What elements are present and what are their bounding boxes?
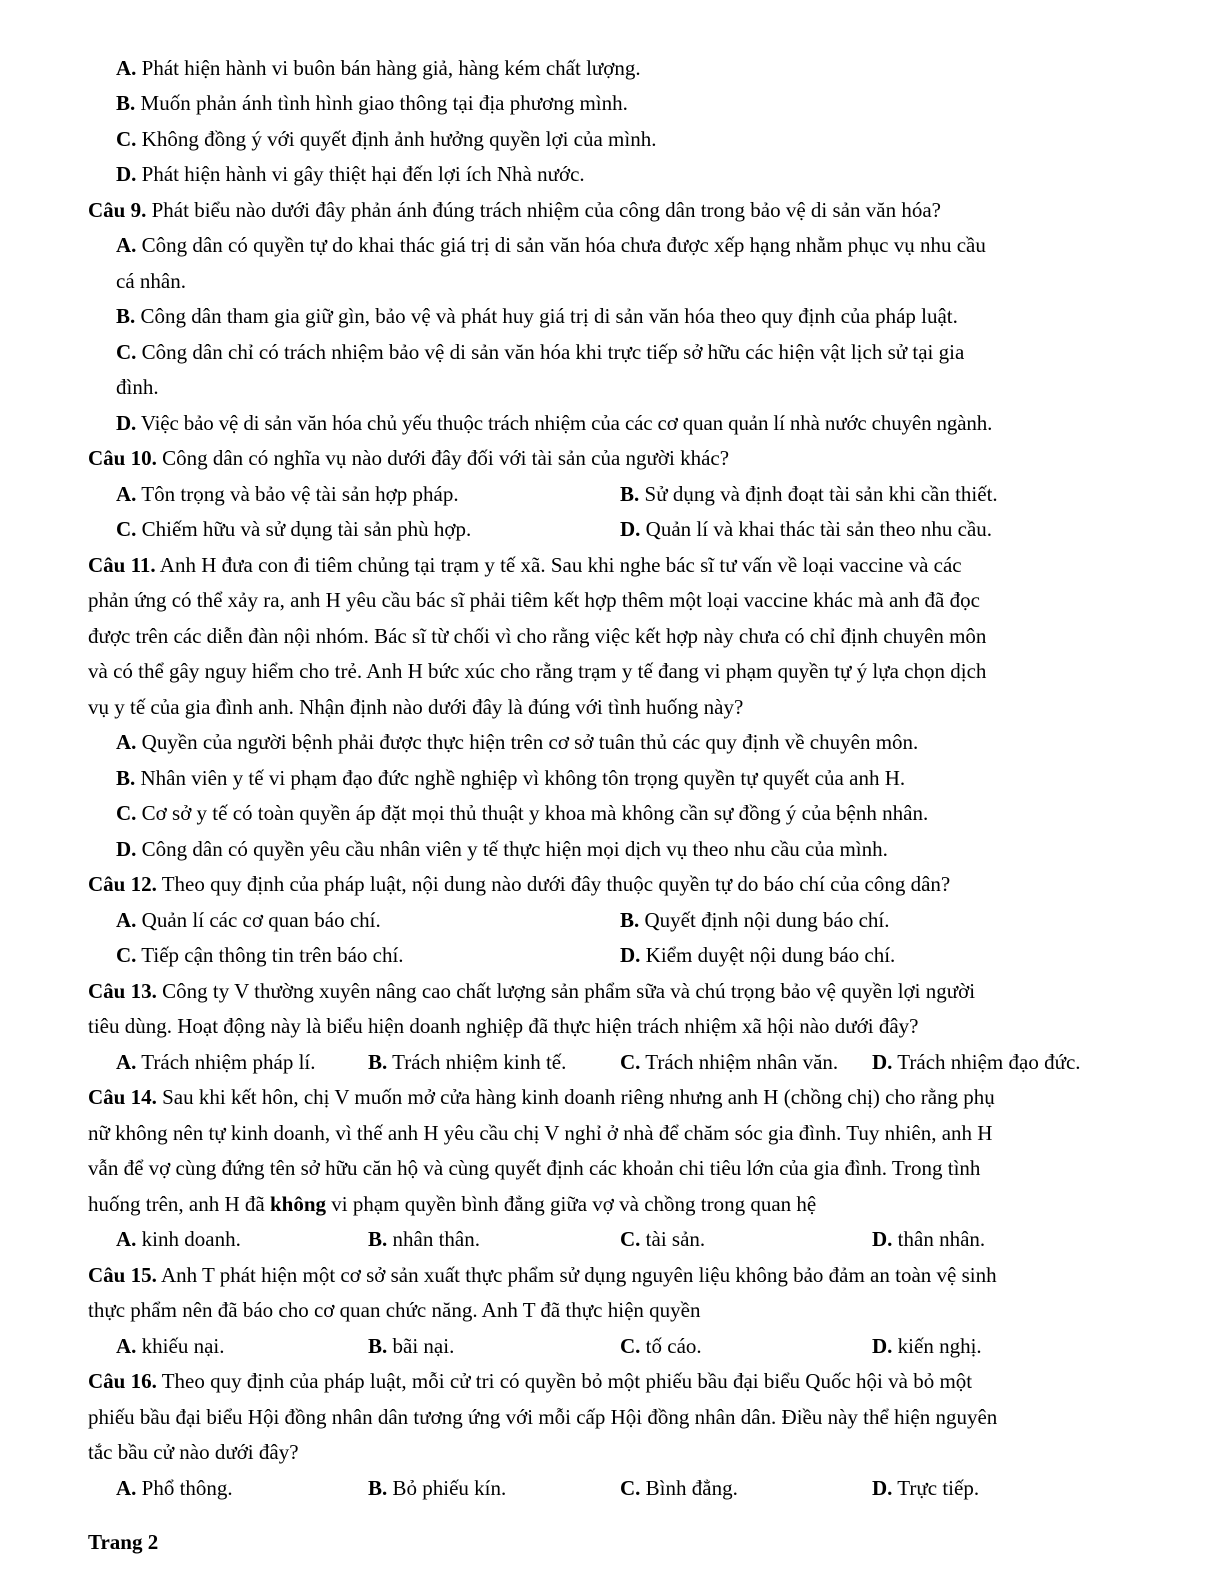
option-text: Trách nhiệm nhân văn. <box>645 1050 839 1074</box>
q9-option-d <box>116 409 992 437</box>
q9-stem <box>88 196 941 224</box>
option-letter: D. <box>116 837 137 861</box>
option-text: Trách nhiệm đạo đức. <box>897 1050 1081 1074</box>
q11-stem-line4 <box>88 657 986 685</box>
q14-option-d <box>872 1225 985 1253</box>
option-text: Cơ sở y tế có toàn quyền áp đặt mọi thủ thuật y khoa mà không cần sự đồng ý của bệnh nhân. <box>141 801 929 825</box>
q15-option-d <box>872 1332 982 1360</box>
option-text: cá nhân. <box>116 269 186 293</box>
q14-stem-line4 <box>88 1190 816 1218</box>
question-text: thực phẩm nên đã báo cho cơ quan chức năng. Anh T đã thực hiện quyền <box>88 1298 701 1322</box>
option-text: Bỏ phiếu kín. <box>392 1476 507 1500</box>
option-letter: C. <box>620 1334 641 1358</box>
question-text: phản ứng có thể xảy ra, anh H yêu cầu bác sĩ phải tiêm kết hợp thêm một loại vaccine khác mà anh đã đọc <box>88 588 980 612</box>
option-letter: A. <box>116 1476 137 1500</box>
option-text: Công dân có quyền yêu cầu nhân viên y tế thực hiện mọi dịch vụ theo nhu cầu của mình. <box>141 837 888 861</box>
q11-stem-line5 <box>88 693 743 721</box>
option-text: Phát hiện hành vi buôn bán hàng giả, hàng kém chất lượng. <box>141 56 641 80</box>
option-letter: B. <box>116 304 136 328</box>
page-footer: Trang 2 <box>88 1530 159 1554</box>
question-text: vụ y tế của gia đình anh. Nhận định nào dưới đây là đúng với tình huống này? <box>88 695 744 719</box>
question-label: Câu 10. <box>88 446 157 470</box>
q11-stem <box>88 551 962 579</box>
question-label: Câu 11. <box>88 553 156 577</box>
option-letter: A. <box>116 56 137 80</box>
option-letter: B. <box>368 1476 388 1500</box>
question-text: Công ty V thường xuyên nâng cao chất lượng sản phẩm sữa và chú trọng bảo vệ quyền lợi người <box>162 979 976 1003</box>
q15-option-b <box>368 1332 454 1360</box>
option-letter: D. <box>116 411 137 435</box>
option-text: Chiếm hữu và sử dụng tài sản phù hợp. <box>141 517 472 541</box>
option-text: Quản lí các cơ quan báo chí. <box>141 908 381 932</box>
q16-option-b <box>368 1474 506 1502</box>
option-letter: B. <box>620 482 640 506</box>
q8-option-b <box>116 89 628 117</box>
option-letter: B. <box>116 766 136 790</box>
q15-stem-line2 <box>88 1296 700 1324</box>
q12-option-b <box>620 906 889 934</box>
option-letter: C. <box>116 340 137 364</box>
q15-option-c <box>620 1332 702 1360</box>
q14-option-c <box>620 1225 705 1253</box>
option-letter: B. <box>620 908 640 932</box>
q8-option-c <box>116 125 656 153</box>
option-letter: D. <box>872 1050 893 1074</box>
q8-option-a <box>116 54 641 82</box>
option-letter: A. <box>116 1227 137 1251</box>
option-letter: C. <box>116 943 137 967</box>
q13-stem <box>88 977 975 1005</box>
q12-stem <box>88 870 950 898</box>
option-letter: D. <box>116 162 137 186</box>
option-letter: A. <box>116 482 137 506</box>
q13-option-d <box>872 1048 1081 1076</box>
q16-stem <box>88 1367 972 1395</box>
q14-option-b <box>368 1225 480 1253</box>
q9-option-b <box>116 302 958 330</box>
option-letter: B. <box>116 91 136 115</box>
option-text: Kiểm duyệt nội dung báo chí. <box>645 943 896 967</box>
q10-option-c <box>116 515 471 543</box>
question-text: Sau khi kết hôn, chị V muốn mở cửa hàng kinh doanh riêng nhưng anh H (chồng chị) cho rằng phụ <box>162 1085 995 1109</box>
q9-option-c <box>116 338 964 366</box>
option-text: tố cáo. <box>645 1334 702 1358</box>
question-text: nữ không nên tự kinh doanh, vì thế anh H yêu cầu chị V nghỉ ở nhà để chăm sóc gia đình. Tuy nhiên, anh H <box>88 1121 993 1145</box>
option-letter: C. <box>116 127 137 151</box>
option-letter: C. <box>116 801 137 825</box>
option-text: Quyết định nội dung báo chí. <box>644 908 890 932</box>
q14-stem-line3 <box>88 1154 980 1182</box>
question-text: Phát biểu nào dưới đây phản ánh đúng trách nhiệm của công dân trong bảo vệ di sản văn hóa? <box>151 198 941 222</box>
option-text: Việc bảo vệ di sản văn hóa chủ yếu thuộc trách nhiệm của các cơ quan quản lí nhà nước chuyên ngành. <box>140 411 993 435</box>
question-text: và có thể gây nguy hiểm cho trẻ. Anh H bức xúc cho rằng trạm y tế đang vi phạm quyền tự ý lựa chọn dịch <box>88 659 987 683</box>
option-letter: A. <box>116 908 137 932</box>
q13-option-b <box>368 1048 566 1076</box>
question-text: Công dân có nghĩa vụ nào dưới đây đối với tài sản của người khác? <box>162 446 730 470</box>
q12-option-d <box>620 941 895 969</box>
q10-option-a <box>116 480 459 508</box>
question-label: Câu 13. <box>88 979 157 1003</box>
option-text: Phát hiện hành vi gây thiệt hại đến lợi ích Nhà nước. <box>141 162 585 186</box>
q16-option-c <box>620 1474 738 1502</box>
option-text: Tôn trọng và bảo vệ tài sản hợp pháp. <box>141 482 459 506</box>
option-letter: C. <box>620 1227 641 1251</box>
option-text: Công dân có quyền tự do khai thác giá trị di sản văn hóa chưa được xếp hạng nhằm phục vụ nhu cầu <box>141 233 986 257</box>
q16-stem-line2 <box>88 1403 997 1431</box>
q11-option-c <box>116 799 928 827</box>
q13-option-c <box>620 1048 838 1076</box>
q14-stem-line2 <box>88 1119 992 1147</box>
question-label: Câu 15. <box>88 1263 157 1287</box>
q9-option-a <box>116 231 986 259</box>
option-text: Trách nhiệm pháp lí. <box>141 1050 316 1074</box>
option-letter: A. <box>116 233 137 257</box>
q12-option-a <box>116 906 381 934</box>
q15-stem <box>88 1261 997 1289</box>
option-letter: D. <box>872 1476 893 1500</box>
question-text: Theo quy định của pháp luật, nội dung nào dưới đây thuộc quyền tự do báo chí của công dân? <box>161 872 951 896</box>
question-text: tắc bầu cử nào dưới đây? <box>88 1440 299 1464</box>
option-letter: D. <box>872 1227 893 1251</box>
question-text: vẫn để vợ cùng đứng tên sở hữu căn hộ và cùng quyết định các khoản chi tiêu lớn của gia đình. Trong tình <box>88 1156 981 1180</box>
q10-option-d <box>620 515 992 543</box>
q14-stem <box>88 1083 995 1111</box>
question-text: Theo quy định của pháp luật, mỗi cử tri có quyền bỏ một phiếu bầu đại biểu Quốc hội và bỏ một <box>161 1369 973 1393</box>
q16-option-a <box>116 1474 233 1502</box>
option-text: Sử dụng và định đoạt tài sản khi cần thiết. <box>644 482 998 506</box>
option-text: Không đồng ý với quyết định ảnh hưởng quyền lợi của mình. <box>141 127 657 151</box>
option-text: thân nhân. <box>897 1227 986 1251</box>
option-text: Trực tiếp. <box>897 1476 980 1500</box>
option-text: nhân thân. <box>392 1227 480 1251</box>
question-text: được trên các diễn đàn nội nhóm. Bác sĩ từ chối vì cho rằng việc kết hợp này chưa có chỉ định chuyên môn <box>88 624 987 648</box>
q8-option-d <box>116 160 585 188</box>
option-text: bãi nại. <box>392 1334 455 1358</box>
option-letter: C. <box>116 517 137 541</box>
question-label: Câu 14. <box>88 1085 157 1109</box>
option-letter: A. <box>116 730 137 754</box>
option-letter: C. <box>620 1050 641 1074</box>
q15-option-a <box>116 1332 224 1360</box>
option-text: Muốn phản ánh tình hình giao thông tại địa phương mình. <box>140 91 628 115</box>
question-text: Anh H đưa con đi tiêm chủng tại trạm y tế xã. Sau khi nghe bác sĩ tư vấn về loại vaccine và các <box>159 553 962 577</box>
option-letter: B. <box>368 1334 388 1358</box>
option-letter: D. <box>620 517 641 541</box>
option-letter: A. <box>116 1050 137 1074</box>
q16-option-d <box>872 1474 979 1502</box>
q11-option-b <box>116 764 905 792</box>
option-letter: C. <box>620 1476 641 1500</box>
option-text: Trách nhiệm kinh tế. <box>392 1050 567 1074</box>
option-text: Công dân chỉ có trách nhiệm bảo vệ di sản văn hóa khi trực tiếp sở hữu các hiện vật lịch sử tại gia <box>141 340 965 364</box>
option-text: Quyền của người bệnh phải được thực hiện trên cơ sở tuân thủ các quy định về chuyên môn. <box>141 730 919 754</box>
question-text: huống trên, anh H đã <box>88 1192 270 1216</box>
option-letter: A. <box>116 1334 137 1358</box>
q13-stem-line2 <box>88 1012 918 1040</box>
option-text: Phổ thông. <box>141 1476 233 1500</box>
option-text: Quản lí và khai thác tài sản theo nhu cầu. <box>645 517 993 541</box>
option-text: Nhân viên y tế vi phạm đạo đức nghề nghiệp vì không tôn trọng quyền tự quyết của anh H. <box>140 766 906 790</box>
q9-option-c-cont <box>116 373 159 401</box>
option-text: đình. <box>116 375 159 399</box>
option-letter: D. <box>872 1334 893 1358</box>
option-text: Bình đẳng. <box>645 1476 738 1500</box>
q16-stem-line3 <box>88 1438 299 1466</box>
option-letter: B. <box>368 1050 388 1074</box>
q12-option-c <box>116 941 404 969</box>
q13-option-a <box>116 1048 316 1076</box>
question-text: phiếu bầu đại biểu Hội đồng nhân dân tương ứng với mỗi cấp Hội đồng nhân dân. Điều này thể hiện nguyên <box>88 1405 998 1429</box>
q11-stem-line3 <box>88 622 986 650</box>
question-label: Câu 16. <box>88 1369 157 1393</box>
question-emphasis: không <box>269 1192 327 1216</box>
option-letter: D. <box>620 943 641 967</box>
q14-option-a <box>116 1225 241 1253</box>
question-label: Câu 12. <box>88 872 157 896</box>
q10-option-b <box>620 480 998 508</box>
q11-option-a <box>116 728 918 756</box>
option-text: khiếu nại. <box>141 1334 225 1358</box>
option-text: kinh doanh. <box>141 1227 241 1251</box>
option-text: tài sản. <box>645 1227 706 1251</box>
option-text: kiến nghị. <box>897 1334 982 1358</box>
question-text: Anh T phát hiện một cơ sở sản xuất thực phẩm sử dụng nguyên liệu không bảo đảm an toàn vệ sinh <box>160 1263 997 1287</box>
q10-stem <box>88 444 729 472</box>
q11-option-d <box>116 835 888 863</box>
option-text: Công dân tham gia giữ gìn, bảo vệ và phát huy giá trị di sản văn hóa theo quy định của pháp luật. <box>140 304 958 328</box>
option-text: Tiếp cận thông tin trên báo chí. <box>141 943 404 967</box>
question-label: Câu 9. <box>88 198 147 222</box>
option-letter: B. <box>368 1227 388 1251</box>
question-text: tiêu dùng. Hoạt động này là biểu hiện doanh nghiệp đã thực hiện trách nhiệm xã hội nào dưới đây? <box>88 1014 919 1038</box>
q11-stem-line2 <box>88 586 980 614</box>
question-text: vi phạm quyền bình đẳng giữa vợ và chồng trong quan hệ <box>326 1192 817 1216</box>
q9-option-a-cont <box>116 267 186 295</box>
